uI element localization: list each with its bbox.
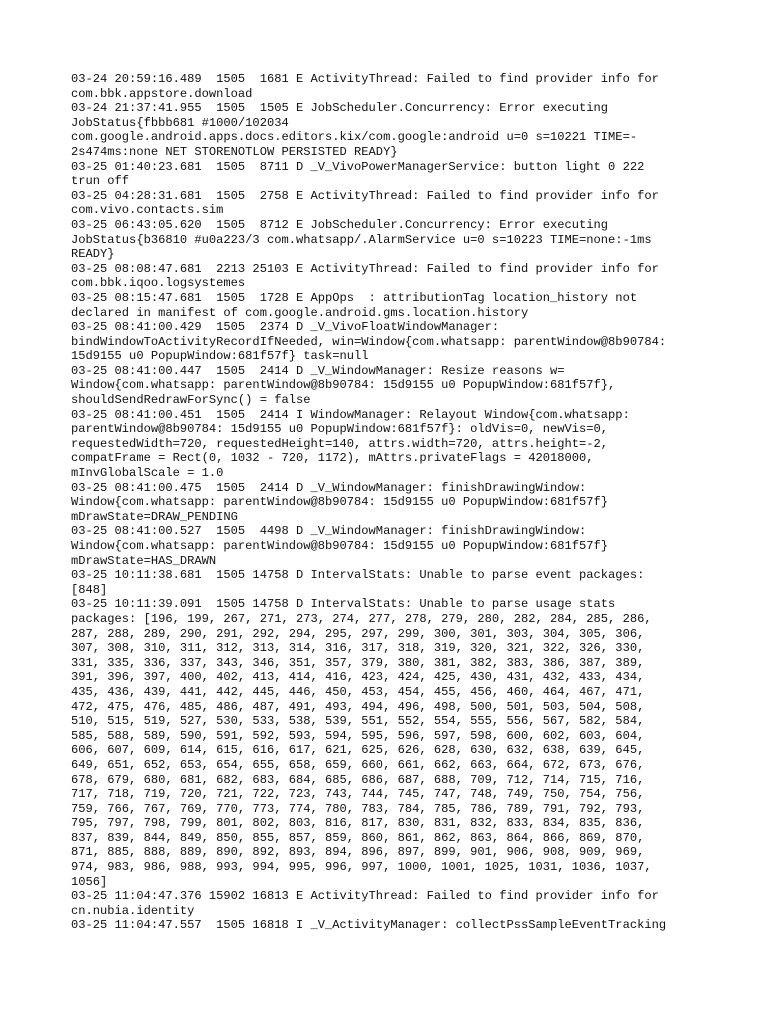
log-line: 03-25 04:28:31.681 1505 2758 E ActivityThread: Failed to find provider info for <box>71 188 659 203</box>
log-line: mDrawState=HAS_DRAWN <box>71 553 217 568</box>
log-line: 03-25 08:41:00.527 1505 4498 D _V_WindowManager: finishDrawingWindow: <box>71 524 587 539</box>
log-line: 307, 308, 310, 311, 312, 313, 314, 316, 317, 318, 319, 320, 321, 322, 326, 330, <box>71 641 645 656</box>
log-line: 03-25 08:41:00.475 1505 2414 D _V_WindowManager: finishDrawingWindow: <box>71 480 587 495</box>
log-line: 585, 588, 589, 590, 591, 592, 593, 594, 595, 596, 597, 598, 600, 602, 603, 604, <box>71 728 645 743</box>
log-line: compatFrame = Rect(0, 1032 - 720, 1172), mAttrs.privateFlags = 42018000, <box>71 451 594 466</box>
log-line: 649, 651, 652, 653, 654, 655, 658, 659, 660, 661, 662, 663, 664, 672, 673, 676, <box>71 757 645 772</box>
log-line: bindWindowToActivityRecordIfNeeded, win=Window{com.whatsapp: parentWindow@8b90784: <box>71 334 667 349</box>
log-line: shouldSendRedrawForSync() = false <box>71 393 311 408</box>
log-line: 03-24 21:37:41.955 1505 1505 E JobScheduler.Concurrency: Error executing <box>71 101 609 116</box>
log-line: 510, 515, 519, 527, 530, 533, 538, 539, 551, 552, 554, 555, 556, 567, 582, 584, <box>71 714 645 729</box>
log-line: Window{com.whatsapp: parentWindow@8b90784: 15d9155 u0 PopupWindow:681f57f} <box>71 495 609 510</box>
log-line: declared in manifest of com.google.android.gms.location.history <box>71 305 529 320</box>
log-line: cn.nubia.identity <box>71 903 195 918</box>
log-line: 606, 607, 609, 614, 615, 616, 617, 621, 625, 626, 628, 630, 632, 638, 639, 645, <box>71 743 645 758</box>
log-line: 391, 396, 397, 400, 402, 413, 414, 416, 423, 424, 425, 430, 431, 432, 433, 434, <box>71 670 645 685</box>
log-line: 871, 885, 888, 889, 890, 892, 893, 894, 896, 897, 899, 901, 906, 908, 909, 969, <box>71 845 645 860</box>
log-line: 435, 436, 439, 441, 442, 445, 446, 450, 453, 454, 455, 456, 460, 464, 467, 471, <box>71 684 645 699</box>
log-line: 03-25 08:08:47.681 2213 25103 E ActivityThread: Failed to find provider info for <box>71 261 659 276</box>
log-line: requestedWidth=720, requestedHeight=140, attrs.width=720, attrs.height=-2, <box>71 436 609 451</box>
log-line: mDrawState=DRAW_PENDING <box>71 509 238 524</box>
log-line: mInvGlobalScale = 1.0 <box>71 466 224 481</box>
log-line: [848] <box>71 582 108 597</box>
log-line: 472, 475, 476, 485, 486, 487, 491, 493, 494, 496, 498, 500, 501, 503, 504, 508, <box>71 699 645 714</box>
log-line: 03-25 08:41:00.451 1505 2414 I WindowManager: Relayout Window{com.whatsapp: <box>71 407 630 422</box>
log-line: 837, 839, 844, 849, 850, 855, 857, 859, 860, 861, 862, 863, 864, 866, 869, 870, <box>71 830 645 845</box>
log-line: 1056] <box>71 874 108 889</box>
log-line: com.bbk.iqoo.logsystemes <box>71 276 246 291</box>
log-line: Window{com.whatsapp: parentWindow@8b90784: 15d9155 u0 PopupWindow:681f57f}, <box>71 378 616 393</box>
log-line: 03-25 06:43:05.620 1505 8712 E JobScheduler.Concurrency: Error executing <box>71 217 609 232</box>
log-line: 03-25 11:04:47.557 1505 16818 I _V_ActivityManager: collectPssSampleEventTracking <box>71 918 667 933</box>
log-line: 03-25 08:41:00.447 1505 2414 D _V_WindowManager: Resize reasons w= <box>71 363 565 378</box>
log-line: com.bbk.appstore.download <box>71 86 253 101</box>
log-line: 03-25 01:40:23.681 1505 8711 D _V_VivoPowerManagerService: button light 0 222 <box>71 159 645 174</box>
log-line: Window{com.whatsapp: parentWindow@8b90784: 15d9155 u0 PopupWindow:681f57f} <box>71 539 609 553</box>
log-line: 03-25 08:15:47.681 1505 1728 E AppOps : attributionTag location_history not <box>71 290 638 305</box>
log-line: 03-25 10:11:38.681 1505 14758 D IntervalStats: Unable to parse event packages: <box>71 568 645 583</box>
log-line: 678, 679, 680, 681, 682, 683, 684, 685, 686, 687, 688, 709, 712, 714, 715, 716, <box>71 772 645 787</box>
log-line: 974, 983, 986, 988, 993, 994, 995, 996, 997, 1000, 1001, 1025, 1031, 1036, 1037, <box>71 860 652 875</box>
log-line: 717, 718, 719, 720, 721, 722, 723, 743, 744, 745, 747, 748, 749, 750, 754, 756, <box>71 787 645 802</box>
log-line: com.vivo.contacts.sim <box>71 203 224 218</box>
log-line: JobStatus{b36810 #u0a223/3 com.whatsapp/.AlarmService u=0 s=10223 TIME=none:-1ms <box>71 232 652 247</box>
log-line: 795, 797, 798, 799, 801, 802, 803, 816, 817, 830, 831, 832, 833, 834, 835, 836, <box>71 816 645 831</box>
log-line: 759, 766, 767, 769, 770, 773, 774, 780, 783, 784, 785, 786, 789, 791, 792, 793, <box>71 801 645 816</box>
log-line: 03-24 20:59:16.489 1505 1681 E ActivityThread: Failed to find provider info for <box>71 72 659 86</box>
log-line: packages: [196, 199, 267, 271, 273, 274, 277, 278, 279, 280, 282, 284, 285, 286, <box>71 611 652 626</box>
log-line: 331, 335, 336, 337, 343, 346, 351, 357, 379, 380, 381, 382, 383, 386, 387, 389, <box>71 655 645 670</box>
log-line: 03-25 10:11:39.091 1505 14758 D IntervalStats: Unable to parse usage stats <box>71 597 616 612</box>
log-line: 15d9155 u0 PopupWindow:681f57f} task=null <box>71 349 369 364</box>
log-line: 03-25 08:41:00.429 1505 2374 D _V_VivoFloatWindowManager: <box>71 320 500 335</box>
log-line: JobStatus{fbbb681 #1000/102034 <box>71 115 289 130</box>
log-document <box>71 72 751 933</box>
log-line: parentWindow@8b90784: 15d9155 u0 PopupWindow:681f57f}: oldVis=0, newVis=0, <box>71 422 609 437</box>
log-line: 287, 288, 289, 290, 291, 292, 294, 295, 297, 299, 300, 301, 303, 304, 305, 306, <box>71 626 645 641</box>
log-line: 2s474ms:none NET STORENOTLOW PERSISTED READY} <box>71 144 398 159</box>
log-line: trun off <box>71 174 130 189</box>
log-line: READY} <box>71 247 115 262</box>
log-line: 03-25 11:04:47.376 15902 16813 E ActivityThread: Failed to find provider info for <box>71 889 659 904</box>
log-line: com.google.android.apps.docs.editors.kix/com.google:android u=0 s=10221 TIME=- <box>71 130 638 145</box>
